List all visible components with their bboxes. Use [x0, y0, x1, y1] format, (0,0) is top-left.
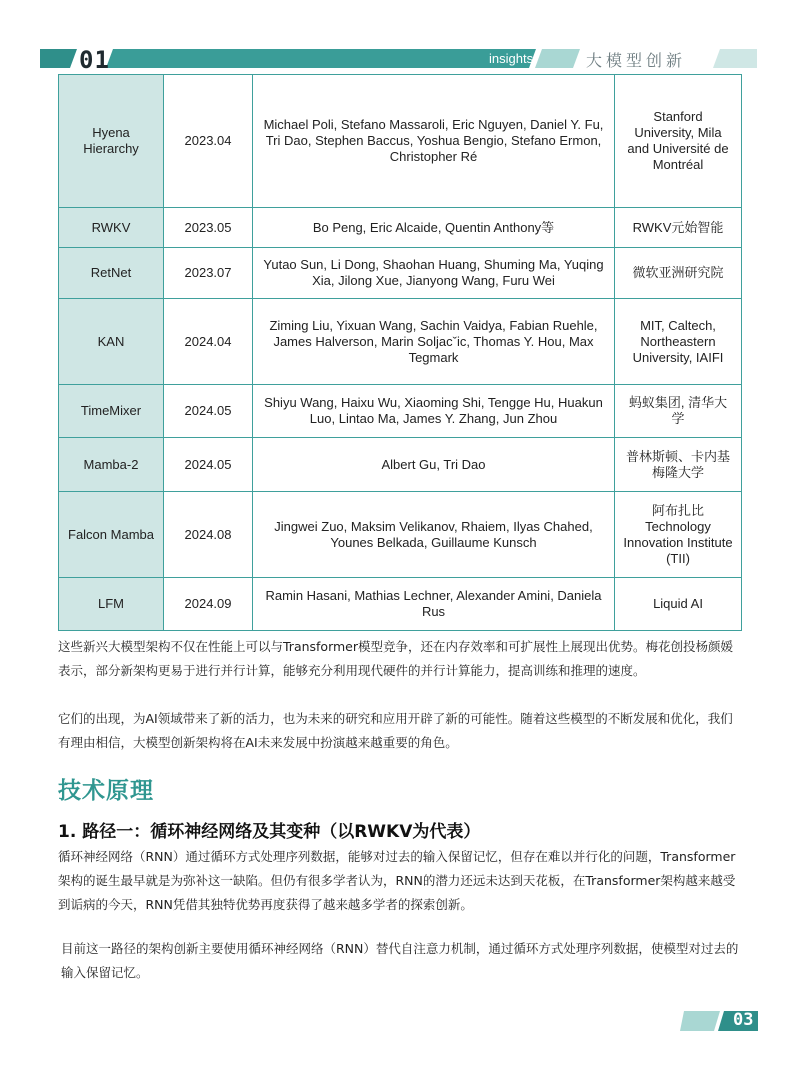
section-title: 技术原理 [58, 778, 154, 804]
org-cell: Stanford University, Mila and Université de Montréal [615, 75, 742, 208]
model-name-cell: RetNet [59, 248, 164, 299]
org-cell: 微软亚洲研究院 [615, 248, 742, 299]
table-row [59, 75, 742, 208]
table-row [59, 208, 742, 248]
authors-cell: Jingwei Zuo, Maksim Velikanov, Rhaiem, Ilyas Chahed, Younes Belkada, Guillaume Kunsch [253, 492, 615, 578]
table-row [59, 385, 742, 438]
table-row [59, 299, 742, 385]
paragraph-2: 它们的出现，为AI领域带来了新的活力，也为未来的研究和应用开辟了新的可能性。随着这些模型的不断发展和优化，我们有理由相信，大模型创新架构将在AI未来发展中扮演越来越重要的角色。 [58, 711, 733, 750]
date-cell: 2024.05 [164, 385, 253, 438]
model-name-cell: Mamba-2 [59, 438, 164, 492]
section-number: 01 [79, 46, 110, 74]
authors-cell: Yutao Sun, Li Dong, Shaohan Huang, Shuming Ma, Yuqing Xia, Jilong Xue, Jianyong Wang, Furu Wei [253, 248, 615, 299]
date-cell: 2023.05 [164, 208, 253, 248]
date-cell: 2024.04 [164, 299, 253, 385]
org-cell: RWKV元始智能 [615, 208, 742, 248]
authors-cell: Shiyu Wang, Haixu Wu, Xiaoming Shi, Tengge Hu, Huakun Luo, Lintao Ma, James Y. Zhang, Jun Zhou [253, 385, 615, 438]
table-row [59, 248, 742, 299]
paragraph-4: 目前这一路径的架构创新主要使用循环神经网络（RNN）替代自注意力机制，通过循环方式处理序列数据，使模型对过去的输入保留记忆。 [61, 941, 739, 980]
page-number: 03 [733, 1010, 754, 1030]
authors-cell: Albert Gu, Tri Dao [253, 438, 615, 492]
architecture-table [58, 74, 742, 631]
insights-label: insights [489, 51, 534, 66]
org-cell: 蚂蚁集团, 清华大学 [615, 385, 742, 438]
authors-cell: Ramin Hasani, Mathias Lechner, Alexander Amini, Daniela Rus [253, 578, 615, 631]
subsection-title: 1. 路径一：循环神经网络及其变种（以RWKV为代表） [58, 822, 481, 842]
table-row [59, 578, 742, 631]
org-cell: 普林斯顿、卡内基梅隆大学 [615, 438, 742, 492]
header-title: 大模型创新 [586, 51, 687, 70]
date-cell: 2024.05 [164, 438, 253, 492]
table-row [59, 492, 742, 578]
model-name-cell: Hyena Hierarchy [59, 75, 164, 208]
date-cell: 2024.09 [164, 578, 253, 631]
model-name-cell: Falcon Mamba [59, 492, 164, 578]
model-name-cell: KAN [59, 299, 164, 385]
date-cell: 2023.07 [164, 248, 253, 299]
authors-cell: Bo Peng, Eric Alcaide, Quentin Anthony等 [253, 208, 615, 248]
authors-cell: Ziming Liu, Yixuan Wang, Sachin Vaidya, Fabian Ruehle, James Halverson, Marin Soljacˇic, Thomas Y. Hou, Max Tegmark [253, 299, 615, 385]
paragraph-3: 循环神经网络（RNN）通过循环方式处理序列数据，能够对过去的输入保留记忆，但存在难以并行化的问题，Transformer架构的诞生最早就是为弥补这一缺陷。但仍有很多学者认为，RNN的潜力还远未达到天花板，在Transformer架构越来越受到诟病的今天，RNN凭借其独特优势再度获得了越来越多学者的探索创新。 [58, 849, 736, 912]
paragraph-1: 这些新兴大模型架构不仅在性能上可以与Transformer模型竞争，还在内存效率和可扩展性上展现出优势。梅花创投杨颜媛表示，部分新架构更易于进行并行计算，能够充分利用现代硬件的并行计算能力，提高训练和推理的速度。 [58, 639, 734, 678]
model-name-cell: TimeMixer [59, 385, 164, 438]
date-cell: 2023.04 [164, 75, 253, 208]
org-cell: Liquid AI [615, 578, 742, 631]
table-row [59, 438, 742, 492]
model-name-cell: LFM [59, 578, 164, 631]
date-cell: 2024.08 [164, 492, 253, 578]
authors-cell: Michael Poli, Stefano Massaroli, Eric Nguyen, Daniel Y. Fu, Tri Dao, Stephen Baccus, Yoshua Bengio, Stefano Ermon, Christopher Ré [253, 75, 615, 208]
org-cell: MIT, Caltech, Northeastern University, IAIFI [615, 299, 742, 385]
org-cell: 阿布扎比 Technology Innovation Institute (TII) [615, 492, 742, 578]
model-name-cell: RWKV [59, 208, 164, 248]
